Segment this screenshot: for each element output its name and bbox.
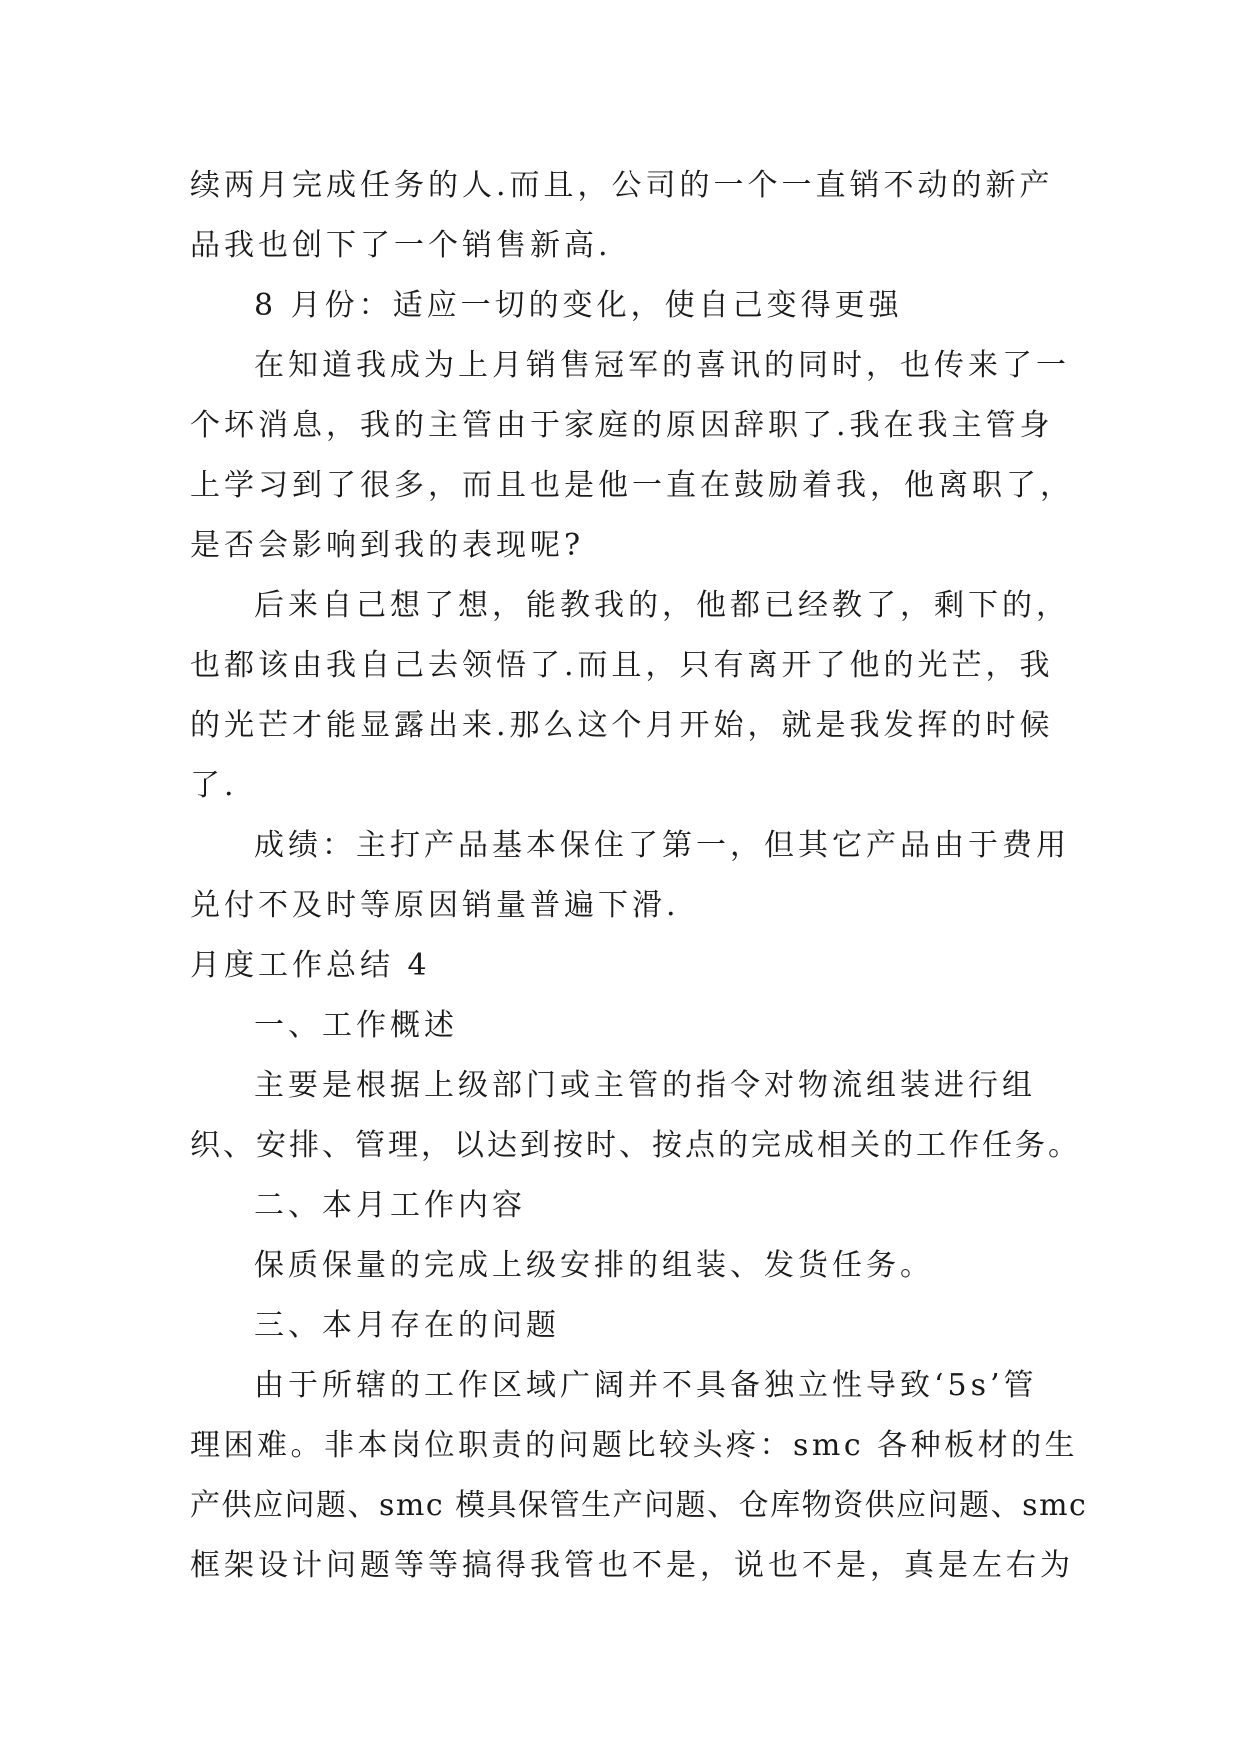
- text-line-4: 在知道我成为上月销售冠军的喜讯的同时，也传来了一: [254, 348, 1070, 383]
- text-line-9: 也都该由我自己去领悟了.而且，只有离开了他的光芒，我: [190, 648, 1054, 683]
- text-line-3: 8 月份：适应一切的变化，使自己变得更强: [254, 288, 903, 323]
- text-line-2: 品我也创下了一个销售新高.: [190, 228, 612, 263]
- text-line-22: 理困难。非本岗位职责的问题比较头疼：smc 各种板材的生: [190, 1428, 1079, 1463]
- text-line-12: 成绩：主打产品基本保住了第一，但其它产品由于费用: [254, 828, 1070, 863]
- text-line-24: 框架设计问题等等搞得我管也不是，说也不是，真是左右为: [190, 1548, 1074, 1583]
- text-line-19: 保质保量的完成上级安排的组装、发货任务。: [254, 1248, 934, 1283]
- subheading-work-content: 二、本月工作内容: [254, 1188, 526, 1223]
- text-line-10: 的光芒才能显露出来.那么这个月开始，就是我发挥的时候: [190, 708, 1054, 743]
- text-line-11: 了.: [190, 768, 238, 803]
- text-line-17: 织、安排、管理，以达到按时、按点的完成相关的工作任务。: [190, 1128, 1081, 1163]
- subheading-problems: 三、本月存在的问题: [254, 1308, 560, 1343]
- text-line-13: 兑付不及时等原因销量普遍下滑.: [190, 888, 680, 923]
- text-line-5: 个坏消息，我的主管由于家庭的原因辞职了.我在我主管身: [190, 408, 1054, 443]
- text-line-6: 上学习到了很多，而且也是他一直在鼓励着我，他离职了，: [190, 468, 1074, 503]
- text-line-1: 续两月完成任务的人.而且，公司的一个一直销不动的新产: [190, 168, 1054, 203]
- text-line-7: 是否会影响到我的表现呢?: [190, 528, 585, 563]
- section-heading: 月度工作总结 4: [190, 948, 431, 983]
- text-line-23: 产供应问题、smc 模具保管生产问题、仓库物资供应问题、smc: [190, 1488, 1088, 1523]
- text-line-8: 后来自己想了想，能教我的，他都已经教了，剩下的，: [254, 588, 1070, 623]
- document-body: [190, 156, 1088, 1596]
- text-line-21: 由于所辖的工作区域广阔并不具备独立性导致‘5s’管: [254, 1368, 1038, 1403]
- subheading-overview: 一、工作概述: [254, 1008, 458, 1043]
- text-line-16: 主要是根据上级部门或主管的指令对物流组装进行组: [254, 1068, 1036, 1103]
